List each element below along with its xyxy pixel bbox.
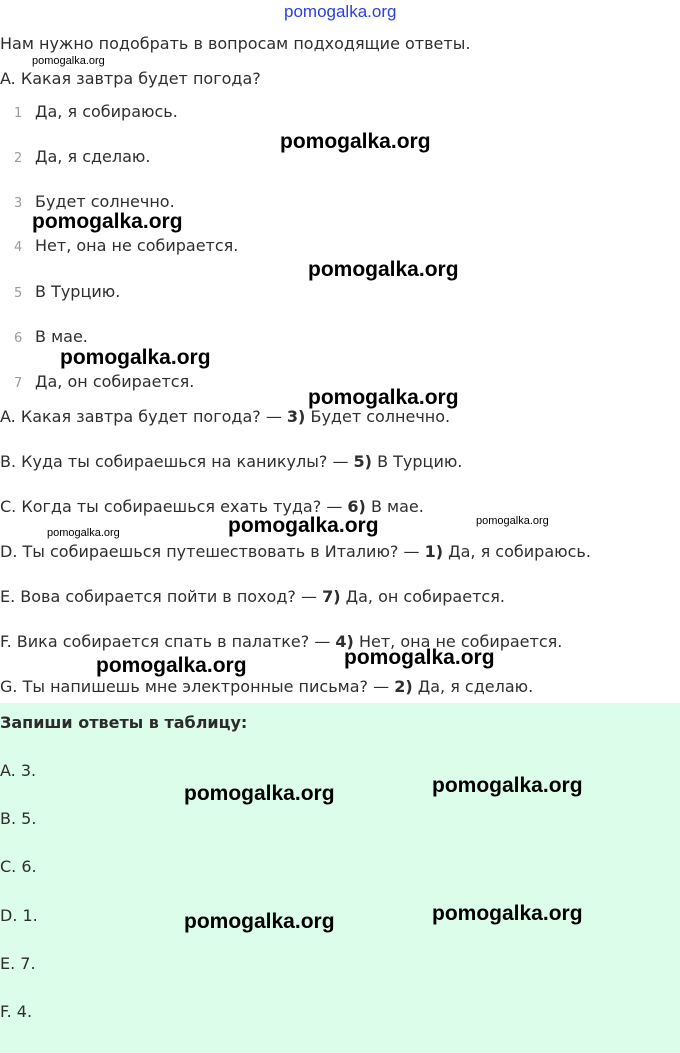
watermark: pomogalka.org	[432, 902, 583, 925]
option-text: Нет, она не собирается.	[35, 236, 239, 255]
option-text: Да, я сделаю.	[35, 147, 151, 166]
watermark: pomogalka.org	[60, 346, 211, 369]
table-answer: B. 5.	[0, 809, 37, 828]
list-item	[14, 282, 120, 302]
list-item	[14, 147, 150, 167]
watermark: pomogalka.org	[308, 258, 459, 281]
table-answer: A. 3.	[0, 761, 37, 780]
option-number: 7	[14, 376, 23, 391]
watermark: pomogalka.org	[96, 654, 247, 677]
list-item	[14, 102, 178, 122]
watermark: pomogalka.org	[308, 386, 459, 409]
watermark: pomogalka.org	[32, 55, 105, 67]
list-item	[14, 236, 238, 256]
match-line: B. Куда ты собираешься на каникулы? — 5) В Турцию.	[0, 452, 463, 471]
watermark: pomogalka.org	[476, 515, 549, 527]
option-number: 4	[14, 240, 23, 255]
answer-table-panel	[0, 703, 680, 1053]
watermark: pomogalka.org	[47, 527, 120, 539]
option-number: 2	[14, 151, 23, 166]
table-title: Запиши ответы в таблицу:	[0, 713, 248, 732]
watermark: pomogalka.org	[32, 210, 183, 233]
list-item	[14, 327, 88, 347]
table-answer: F. 4.	[0, 1002, 33, 1021]
watermark: pomogalka.org	[344, 646, 495, 669]
list-item	[14, 372, 194, 392]
watermark: pomogalka.org	[432, 774, 583, 797]
option-text: Будет солнечно.	[35, 192, 175, 211]
option-text: Да, он собирается.	[35, 372, 195, 391]
match-line: E. Вова собирается пойти в поход? — 7) Да, он собирается.	[0, 587, 505, 606]
question-a: A. Какая завтра будет погода?	[0, 69, 261, 88]
match-line: D. Ты собираешься путешествовать в Италию? — 1) Да, я собираюсь.	[0, 542, 591, 561]
option-number: 6	[14, 331, 23, 346]
option-text: Да, я собираюсь.	[35, 102, 178, 121]
watermark: pomogalka.org	[280, 130, 431, 153]
option-number: 3	[14, 196, 23, 211]
option-number: 5	[14, 286, 23, 301]
watermark: pomogalka.org	[184, 782, 335, 805]
option-number: 1	[14, 106, 23, 121]
watermark: pomogalka.org	[228, 514, 379, 537]
match-line: A. Какая завтра будет погода? — 3) Будет солнечно.	[0, 407, 451, 426]
table-answer: E. 7.	[0, 954, 36, 973]
watermark: pomogalka.org	[184, 910, 335, 933]
list-item	[14, 192, 175, 212]
match-line: F. Вика собирается спать в палатке? — 4) Нет, она не собирается.	[0, 632, 563, 651]
option-text: В Турцию.	[35, 282, 121, 301]
option-text: В мае.	[35, 327, 88, 346]
table-answer: D. 1.	[0, 906, 38, 925]
instruction-text: Нам нужно подобрать в вопросам подходящие ответы.	[0, 34, 471, 53]
table-answer: C. 6.	[0, 857, 37, 876]
match-line: C. Когда ты собираешься ехать туда? — 6) В мае.	[0, 497, 424, 516]
match-line: G. Ты напишешь мне электронные письма? — 2) Да, я сделаю.	[0, 677, 534, 696]
site-link[interactable]: pomogalka.org	[284, 2, 397, 21]
